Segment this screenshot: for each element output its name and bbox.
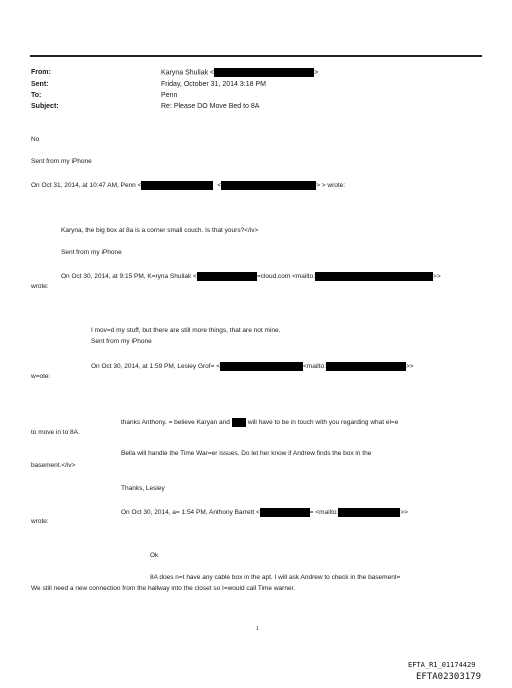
page-number: 1 bbox=[256, 626, 259, 632]
redaction-box bbox=[315, 272, 433, 281]
quote-text-1: Karyna, the big box at 8a is a corner small couch. Is that yours?</iv> bbox=[61, 227, 259, 234]
signature: Sent from my iPhone bbox=[61, 249, 122, 256]
quote-header-text: On Oct 30, 2014, at 1:59 PM, Lesley Grof= < bbox=[91, 363, 220, 371]
quote-text-3 bbox=[121, 418, 398, 427]
signature: Sent from my iPhone bbox=[91, 338, 152, 345]
quote-header-text: >> bbox=[433, 273, 441, 281]
redaction-box bbox=[214, 68, 314, 77]
quote-header-4 bbox=[121, 508, 408, 517]
quote-header-text: < bbox=[217, 182, 222, 190]
from-label: From: bbox=[31, 69, 51, 76]
quote-header-2 bbox=[61, 272, 441, 281]
reply-text: No bbox=[31, 136, 40, 143]
quote-header-text: = <mailto: bbox=[309, 509, 339, 517]
wrote-line: w=ote: bbox=[31, 373, 51, 380]
quote-header-1 bbox=[31, 181, 345, 190]
quote-header-text: =cloud.com <mailto: bbox=[256, 273, 316, 281]
subject-value: Re: Please DO Move Bed to 8A bbox=[161, 103, 260, 110]
redaction-box bbox=[232, 418, 246, 427]
quote-text-4-cont: basement.</iv> bbox=[31, 462, 76, 469]
quote-header-text: >> bbox=[400, 509, 408, 517]
signature: Sent from my iPhone bbox=[31, 158, 92, 165]
to-value: Penn bbox=[161, 92, 178, 99]
quote-text-5: 8A does n=t have any cable box in the apt. I will ask Andrew to check in the basement= bbox=[150, 574, 401, 581]
redaction-box bbox=[260, 508, 310, 517]
quote-header-text: On Oct 30, 2014, a= 1:54 PM, Anthony Barrett < bbox=[121, 509, 260, 517]
ok-line: Ok bbox=[150, 552, 159, 559]
header-rule bbox=[30, 55, 482, 57]
sent-value: Friday, October 31, 2014 3:18 PM bbox=[161, 81, 266, 88]
quote-text-5-cont: We still need a new connection from the hallway into the closet so I=would call Time warner. bbox=[31, 585, 296, 592]
redaction-box bbox=[197, 272, 257, 281]
quote-text: thanks Anthony. = believe Karyan and bbox=[121, 419, 230, 427]
wrote-line: wrote: bbox=[31, 518, 49, 525]
wrote-line: wrote: bbox=[31, 283, 49, 290]
quote-header-text: On Oct 30, 2014, at 9:15 PM, K=ryna Shuliak < bbox=[61, 273, 197, 281]
redaction-box bbox=[221, 181, 316, 190]
from-close: > bbox=[314, 69, 319, 77]
sent-label: Sent: bbox=[31, 81, 49, 88]
redaction-box bbox=[338, 508, 400, 517]
quote-text-3-cont: to move in to 8A. bbox=[31, 429, 80, 436]
quote-header-text: On Oct 31, 2014, at 10:47 AM, Penn < bbox=[31, 182, 142, 190]
quote-header-3 bbox=[91, 362, 414, 371]
footer-id-2: EFTA02303179 bbox=[416, 672, 482, 682]
thanks-line: Thanks, Lesley bbox=[121, 485, 165, 492]
footer-id-1: EFTA_R1_01174429 bbox=[408, 661, 476, 669]
redaction-box bbox=[141, 181, 213, 190]
quote-text: will have to be in touch with you regarding what el=e bbox=[247, 419, 399, 427]
quote-header-text: <mailto: bbox=[303, 363, 326, 371]
quote-header-text: >> bbox=[405, 363, 414, 371]
subject-label: Subject: bbox=[31, 103, 59, 110]
quote-text-2: I mov=d my stuff, but there are still more things, that are not mine. bbox=[91, 327, 281, 334]
redaction-box bbox=[220, 362, 303, 371]
quote-header-text: > > wrote: bbox=[316, 182, 346, 190]
from-name: Karyna Shuliak < bbox=[161, 69, 215, 77]
quote-text-4: Bella will handle the Time War=er issues. Do let her know if Andrew finds the box in the bbox=[121, 450, 372, 457]
from-value bbox=[161, 68, 318, 77]
redaction-box bbox=[326, 362, 406, 371]
to-label: To: bbox=[31, 92, 42, 99]
